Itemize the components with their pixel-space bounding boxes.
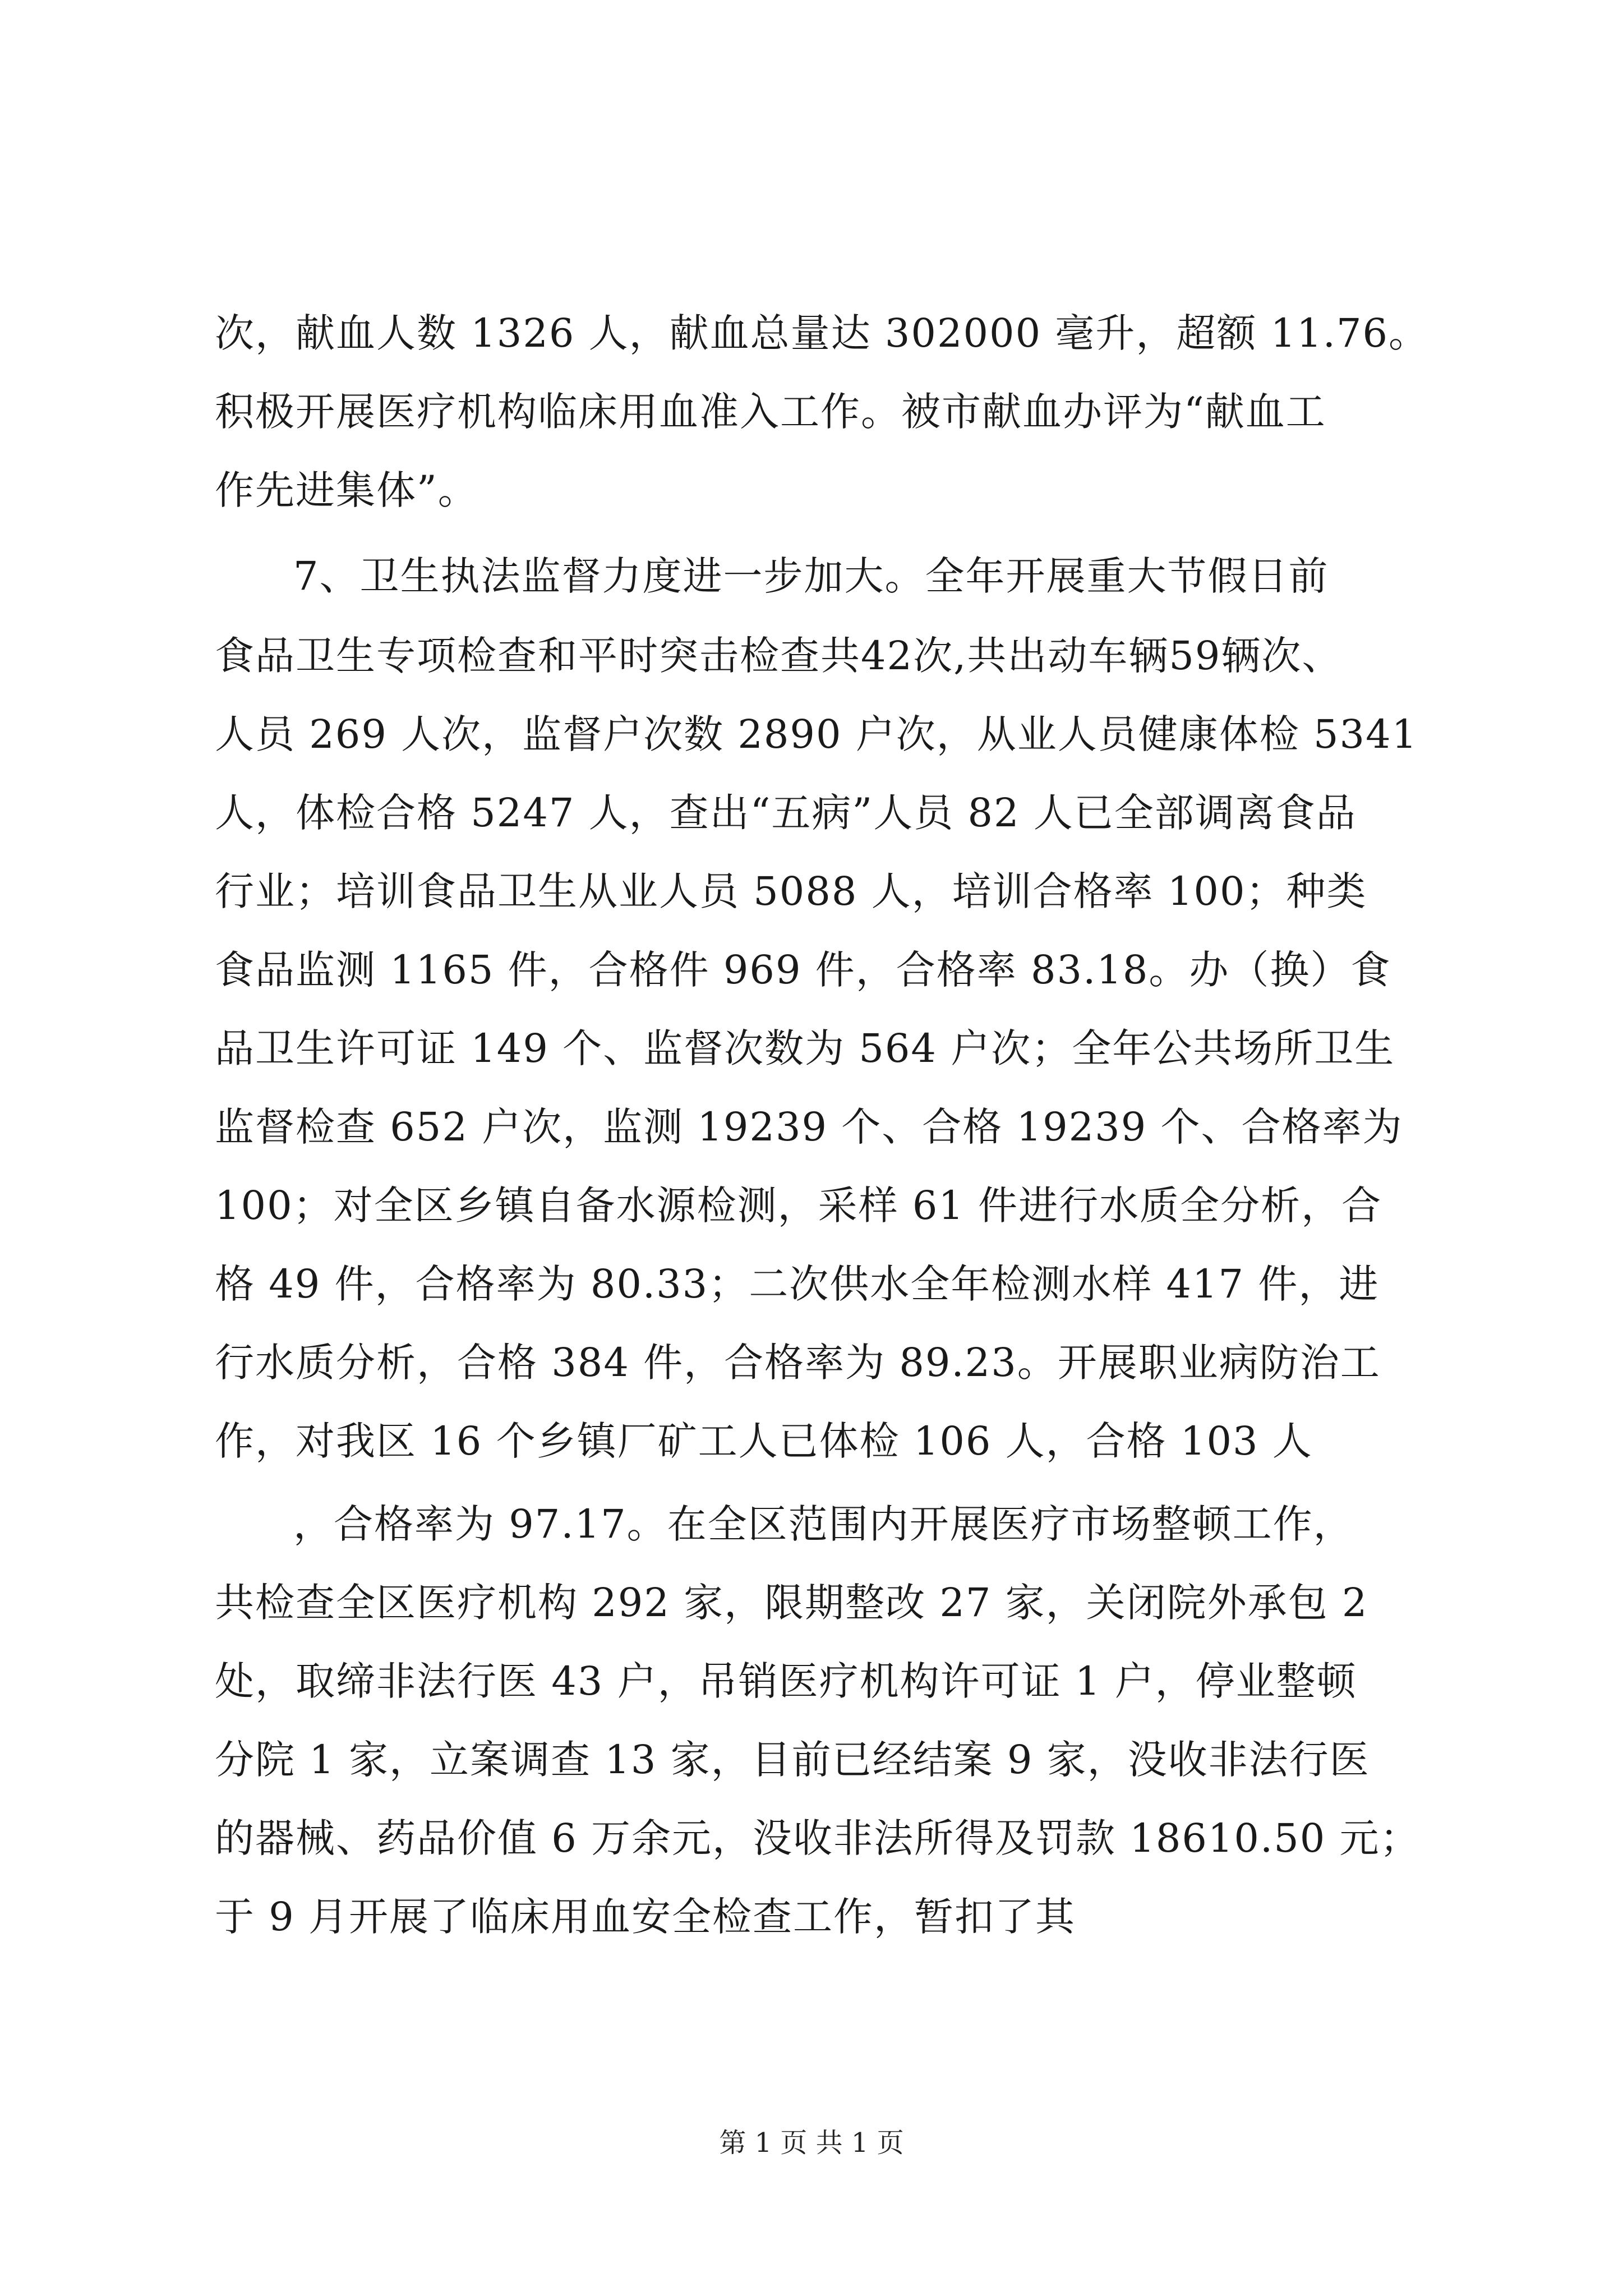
text-line: 的器械、药品价值 6 万余元，没收非法所得及罚款 18610.50 元； (215, 1815, 1421, 1861)
text-line: 食品监测 1165 件，合格件 969 件，合格率 83.18。办（换）食 (215, 947, 1391, 993)
text-line: 7、卫生执法监督力度进一步加大。全年开展重大节假日前 (293, 553, 1329, 599)
text-line: 监督检查 652 户次，监测 19239 个、合格 19239 个、合格率为 (215, 1104, 1403, 1150)
text-line: 行水质分析，合格 384 件，合格率为 89.23。开展职业病防治工 (215, 1340, 1381, 1386)
text-line: 格 49 件，合格率为 80.33；二次供水全年检测水样 417 件，进 (215, 1261, 1380, 1307)
page-number-footer: 第 1 页 共 1 页 (719, 2127, 904, 2159)
text-line: 品卫生许可证 149 个、监督次数为 564 户次；全年公共场所卫生 (215, 1025, 1395, 1071)
text-line: 积极开展医疗机构临床用血准入工作。被市献血办评为“献血工 (215, 389, 1326, 435)
text-line: 100；对全区乡镇自备水源检测，采样 61 件进行水质全分析，合 (215, 1182, 1382, 1228)
text-line: 次，献血人数 1326 人，献血总量达 302000 毫升，超额 11.76。 (215, 310, 1430, 356)
text-line: ，合格率为 97.17。在全区范围内开展医疗市场整顿工作， (293, 1501, 1354, 1547)
text-line: 分院 1 家，立案调查 13 家，目前已经结案 9 家，没收非法行医 (215, 1737, 1370, 1783)
text-line: 人员 269 人次，监督户次数 2890 户次，从业人员健康体检 5341 (215, 711, 1418, 757)
text-line: 作，对我区 16 个乡镇厂矿工人已体检 106 人，合格 103 人 (215, 1418, 1313, 1464)
text-line: 食品卫生专项检查和平时突击检查共42次,共出动车辆59辆次、 (215, 633, 1343, 679)
text-line: 作先进集体”。 (215, 467, 478, 513)
text-line: 人，体检合格 5247 人，查出“五病”人员 82 人已全部调离食品 (215, 790, 1357, 836)
text-line: 于 9 月开展了临床用血安全检查工作，暂扣了其 (215, 1894, 1076, 1940)
text-line: 处，取缔非法行医 43 户，吊销医疗机构许可证 1 户，停业整顿 (215, 1658, 1357, 1704)
text-line: 行业；培训食品卫生从业人员 5088 人，培训合格率 100；种类 (215, 868, 1367, 914)
text-line: 共检查全区医疗机构 292 家，限期整改 27 家，关闭院外承包 2 (215, 1580, 1368, 1626)
